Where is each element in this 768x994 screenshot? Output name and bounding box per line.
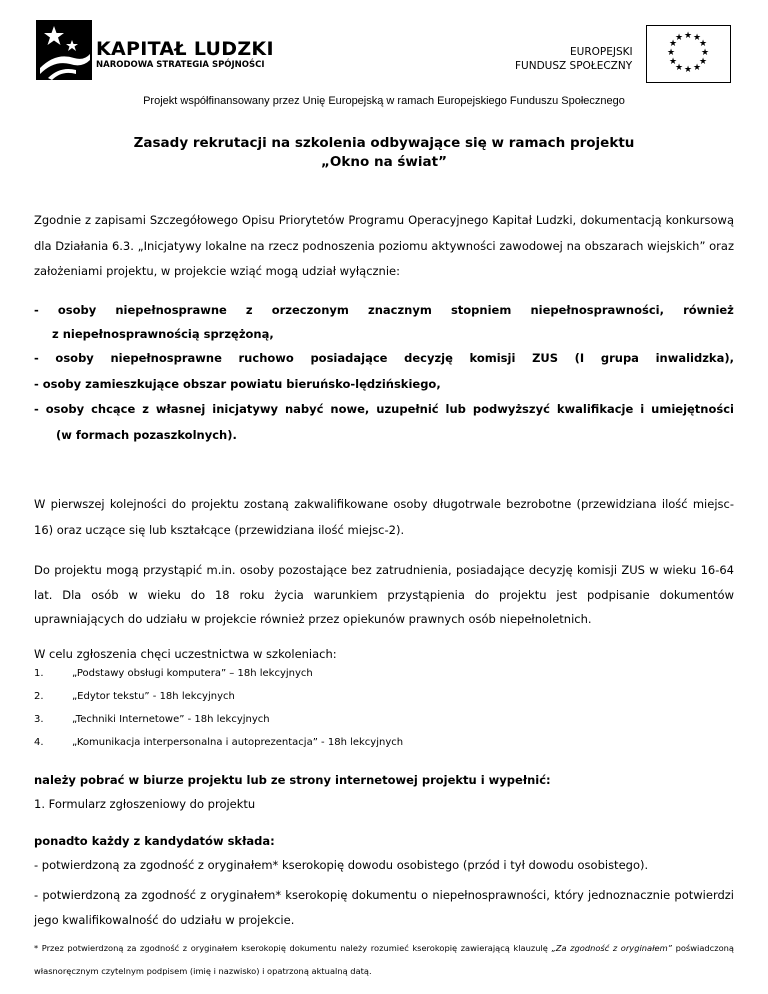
course-number: 2. [34, 691, 44, 702]
course-list [34, 668, 403, 760]
criterion-4-line2: (w formach pozaszkolnych). [56, 428, 237, 442]
svg-text:★: ★ [668, 39, 678, 49]
course-text: „Komunikacja interpersonalna i autoprezentacja” - 18h lekcyjnych [72, 737, 404, 748]
footnote-tail: poświadczoną własnoręcznym czytelnym podpisem (imię i nazwisko) i opatrzoną aktualną datą. [34, 943, 735, 976]
priority-paragraph: W pierwszej kolejności do projektu zostaną zakwalifikowane osoby długotrwale bezrobotne (przewidziana ilość miejsc- 16) oraz uczące się lub kształcące (przewidziana ilość miejsc-2). [34, 497, 734, 537]
criterion-2-line1 [34, 351, 734, 365]
footnote [34, 937, 734, 983]
word: komisji [469, 351, 516, 365]
word: (I [574, 351, 585, 365]
criterion-4-line1: - osoby chcące z własnej inicjatywy nabyć nowe, uzupełnić lub podwyższyć kwalifikacje i umiejętności [34, 402, 734, 416]
course-item [34, 668, 403, 691]
kapital-ludzki-subtitle: NARODOWA STRATEGIA SPÓJNOŚCI [96, 60, 265, 70]
document-title-line1: Zasady rekrutacji na szkolenia odbywające się w ramach projektu [133, 135, 635, 151]
kapital-ludzki-emblem-icon [34, 18, 94, 82]
svg-text:★: ★ [700, 48, 710, 58]
criterion-1-line2: z niepełnosprawnością sprzężoną, [52, 327, 274, 341]
course-number: 3. [34, 714, 44, 725]
word: znacznym [368, 303, 432, 317]
word: orzeczonym [271, 303, 349, 317]
criterion-1-line1 [34, 303, 734, 317]
word: posiadające [310, 351, 388, 365]
word: również [683, 303, 734, 317]
word: grupa [600, 351, 639, 365]
course-text: „Edytor tekstu” - 18h lekcyjnych [72, 691, 235, 702]
word: ruchowo [238, 351, 294, 365]
document-requirement-2: - potwierdzoną za zgodność z oryginałem* kserokopię dokumentu o niepełnosprawności, który jednoznacznie potwierdzi jego kwalifikowalność do udziału w projekcie. [34, 888, 734, 927]
eu-flag-icon [646, 25, 731, 83]
svg-text:★: ★ [692, 63, 702, 73]
svg-text:★: ★ [683, 65, 693, 75]
word: niepełnosprawne [110, 351, 222, 365]
word: inwalidzka), [655, 351, 734, 365]
word: osoby [57, 303, 97, 317]
kapital-ludzki-title: KAPITAŁ LUDZKI [96, 38, 274, 60]
form-item: 1. Formularz zgłoszeniowy do projektu [34, 797, 256, 811]
svg-text:★: ★ [668, 57, 678, 67]
documents-heading: ponadto każdy z kandydatów składa: [34, 834, 275, 848]
efs-line2: FUNDUSZ SPOŁECZNY [515, 60, 633, 72]
cofinancing-note: Projekt współfinansowany przez Unię Europejską w ramach Europejskiego Funduszu Społecznego [143, 95, 625, 107]
word: niepełnosprawności, [530, 303, 664, 317]
footnote-main: * Przez potwierdzoną za zgodność z oryginałem kserokopię dokumentu należy rozumieć kserokopię zawierającą klauzulę [34, 943, 552, 953]
criterion-3: - osoby zamieszkujące obszar powiatu bieruńsko-lędzińskiego, [34, 377, 441, 391]
download-heading: należy pobrać w biurze projektu lub ze strony internetowej projektu i wypełnić: [34, 773, 551, 787]
efs-line1: EUROPEJSKI [570, 46, 633, 58]
registration-intro: W celu zgłoszenia chęci uczestnictwa w szkoleniach: [34, 647, 337, 661]
word: stopniem [450, 303, 512, 317]
course-item [34, 737, 403, 760]
word: osoby [55, 351, 94, 365]
word: - [34, 303, 39, 317]
svg-text:★: ★ [674, 33, 684, 43]
document-requirement-1: - potwierdzoną za zgodność z oryginałem* kserokopię dowodu osobistego (przód i tył dowodu osobistego). [34, 858, 649, 872]
course-item [34, 691, 403, 714]
word: decyzję [404, 351, 453, 365]
svg-text:★: ★ [692, 33, 702, 43]
word: - [34, 351, 39, 365]
footnote-quote: „Za zgodność z oryginałem” [551, 943, 672, 953]
course-number: 4. [34, 737, 44, 748]
document-title-line2: „Okno na świat” [321, 154, 447, 170]
word: niepełnosprawne [115, 303, 227, 317]
course-text: „Podstawy obsługi komputera” – 18h lekcyjnych [72, 668, 313, 679]
svg-text:★: ★ [674, 63, 684, 73]
intro-paragraph: Zgodnie z zapisami Szczegółowego Opisu Priorytetów Programu Operacyjnego Kapitał Ludzki, dokumentacją konkursową dla Działania 6.3. „Inicjatywy lokalne na rzecz podnoszenia poziomu aktywności zawodowej na obszarach wiejskich” oraz założeniami projektu, w projekcie wziąć mogą udział wyłącznie: [34, 213, 734, 278]
course-number: 1. [34, 668, 44, 679]
svg-text:★: ★ [698, 57, 708, 67]
svg-text:★: ★ [698, 39, 708, 49]
eligibility-paragraph: Do projektu mogą przystąpić m.in. osoby pozostające bez zatrudnienia, posiadające decyzję komisji ZUS w wieku 16-64 lat. Dla osób w wieku do 18 roku życia warunkiem przystąpienia do projektu jest podpisanie dokumentów uprawniających do udziału w projekcie również przez opiekunów prawnych osób niepełnoletnich. [34, 563, 734, 626]
svg-text:★: ★ [666, 48, 676, 58]
word: ZUS [532, 351, 559, 365]
course-text: „Techniki Internetowe” - 18h lekcyjnych [72, 714, 270, 725]
svg-text:★: ★ [683, 31, 693, 41]
word: z [245, 303, 253, 317]
course-item [34, 714, 403, 737]
